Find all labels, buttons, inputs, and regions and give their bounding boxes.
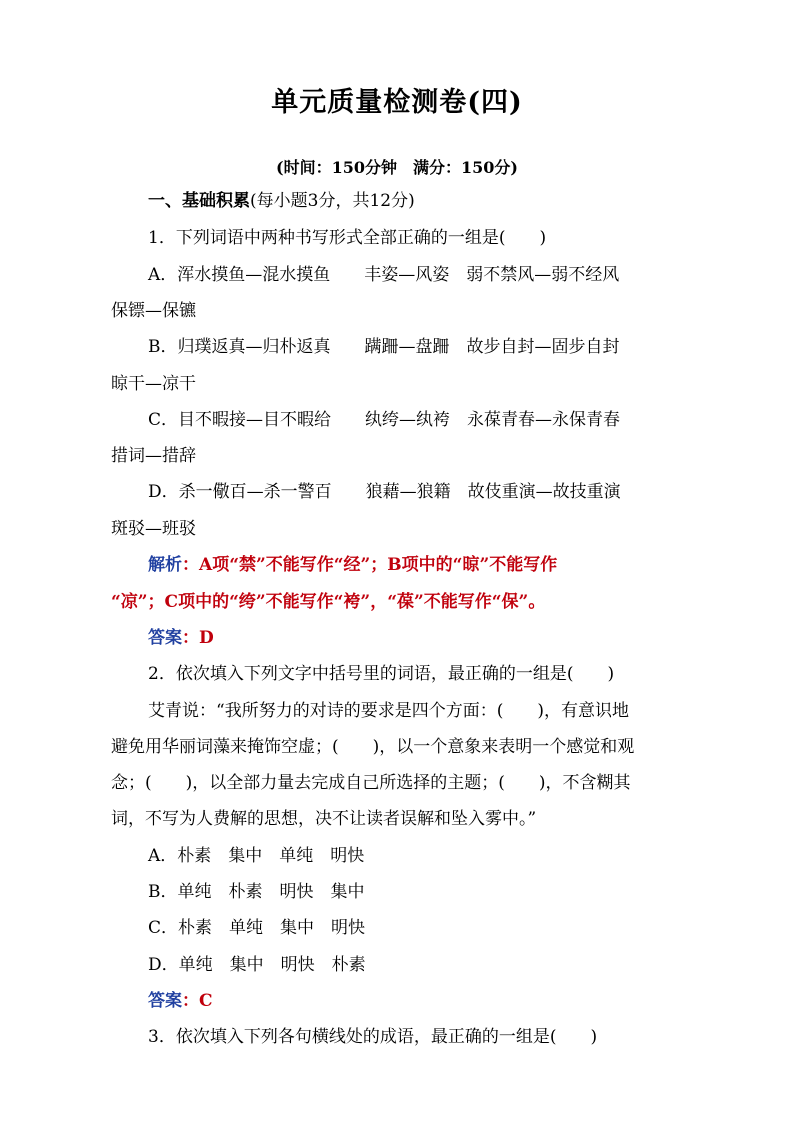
q3-stem: 3．依次填入下列各句横线处的成语，最正确的一组是( ) — [148, 1027, 598, 1047]
answer-label: 答案 — [148, 628, 182, 648]
answer-value: ：D — [182, 628, 214, 648]
exam-meta: (时间：150分钟 满分：150分) — [276, 158, 518, 177]
q1-analysis-cont: “凉”；C项中的“绔”不能写作“袴”，“葆”不能写作“保”。 — [111, 592, 546, 612]
q2-passage-line: 词，不写为人费解的思想，决不让读者误解和坠入雾中。” — [111, 809, 537, 829]
q2-passage-line: 念；( )，以全部力量去完成自己所选择的主题；( )，不含糊其 — [111, 773, 631, 793]
q2-passage-line: 艾青说：“我所努力的对诗的要求是四个方面：( )，有意识地 — [148, 701, 629, 721]
section-heading-line — [148, 189, 415, 213]
answer-value: ：C — [182, 991, 213, 1011]
section-heading: 一、基础积累 — [148, 191, 250, 211]
q1-option-a: A．浑水摸鱼—混水摸鱼 丰姿—风姿 弱不禁风—弱不经风 — [148, 265, 620, 285]
q1-answer — [148, 626, 214, 650]
q1-analysis — [148, 553, 557, 577]
q2-stem: 2．依次填入下列文字中括号里的词语，最正确的一组是( ) — [148, 664, 615, 684]
q1-option-c-cont: 措词—措辞 — [111, 446, 196, 466]
q2-passage-line: 避免用华丽词藻来掩饰空虚；( )，以一个意象来表明一个感觉和观 — [111, 737, 635, 757]
q1-option-a-cont: 保镖—保镳 — [111, 301, 196, 321]
analysis-text: ：A项“禁”不能写作“经”；B项中的“晾”不能写作 — [182, 555, 558, 575]
q1-stem: 1．下列词语中两种书写形式全部正确的一组是( ) — [148, 228, 547, 248]
q1-option-b-cont: 晾干—凉干 — [111, 374, 196, 394]
q2-option-d: D．单纯 集中 明快 朴素 — [148, 955, 366, 975]
q2-answer — [148, 989, 213, 1013]
q2-option-c: C．朴素 单纯 集中 明快 — [148, 918, 366, 938]
q1-option-b: B．归璞返真—归朴返真 蹒跚—盘跚 故步自封—固步自封 — [148, 337, 620, 357]
q2-option-a: A．朴素 集中 单纯 明快 — [148, 846, 365, 866]
page-title: 单元质量检测卷(四) — [271, 87, 523, 118]
analysis-label: 解析 — [148, 555, 182, 575]
answer-label: 答案 — [148, 991, 182, 1011]
section-note: (每小题3分，共12分) — [250, 191, 415, 211]
q1-option-c: C．目不暇接—目不暇给 纨绔—纨袴 永葆青春—永保青春 — [148, 410, 621, 430]
q1-option-d: D．杀一儆百—杀一警百 狼藉—狼籍 故伎重演—故技重演 — [148, 482, 621, 502]
q1-option-d-cont: 斑驳—班驳 — [111, 519, 196, 539]
q2-option-b: B．单纯 朴素 明快 集中 — [148, 882, 365, 902]
